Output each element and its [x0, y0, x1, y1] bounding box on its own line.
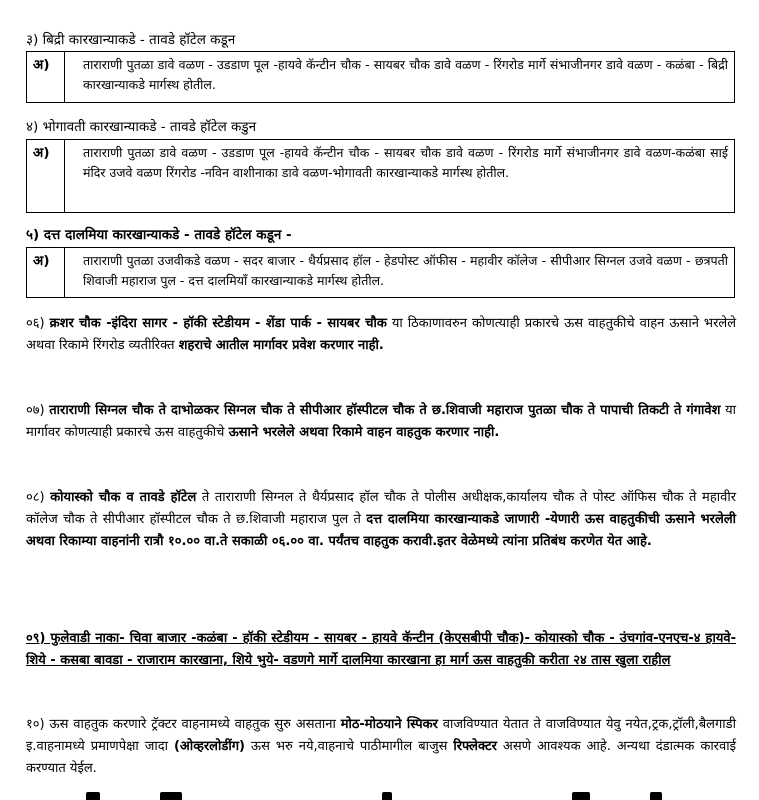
para10-bold-speaker: मोठ-मोठयाने स्पिकर: [340, 717, 438, 732]
para10-text4: असणे आवश्यक आहे. अन्यथा दंडात्मक कारवाई करण्यात येईल.: [26, 739, 736, 776]
para06-number: ०६): [26, 316, 45, 331]
paragraph-06: [26, 313, 736, 357]
para08-bold-restriction: दत्त दालमिया कारखान्याकडे जाणारी -येणारी ऊस वाहतुकीची ऊसाने भरलेली अथवा रिकाम्या वाहनांनी रात्रौ १०.०० वा.ते सकाळी ०६.०० वा. पर्यंतच वाहतुक करावी.इतर वेळेमध्ये त्यांना प्रतिबंध करणेत येत आहे.: [26, 512, 736, 549]
para07-bold-route: ताराराणी सिग्नल चौक ते दाभोळकर सिग्नल चौक ते सीपीआर हॉस्पीटल चौक ते छ.शिवाजी महाराज पुतळा चौक ते पापाची तिकटी ते गंगावेश: [49, 403, 721, 418]
paragraph-09: [26, 628, 736, 672]
section3-route-text: ताराराणी पुतळा डावे वळण - उडडाण पूल -हायवे कॅन्टीन चौक - सायबर चौक डावे वळण - रिंगरोड मार्गे संभाजीनगर डावे वळण - कळंबा - बिद्री कारखान्याकडे मार्गस्थ होतील.: [83, 57, 728, 92]
section5-route-box: [26, 247, 735, 298]
para07-bold-restriction: ऊसाने भरलेले अथवा रिकामे वाहन वाहतुक करणार नाही.: [228, 425, 500, 440]
section3-heading: ३) बिद्री कारखान्याकडे - तावडे हॉटेल कडून: [26, 32, 236, 48]
para06-bold-route: क्रशर चौक -इंदिरा सागर - हॉकी स्टेडीयम - शेंडा पार्क - सायबर चौक: [49, 316, 387, 331]
para07-text: या मार्गावर कोणत्याही प्रकारचे ऊस वाहतुकीचे: [26, 403, 736, 440]
para08-number: ०८): [26, 490, 45, 505]
section3-route-box: [26, 51, 735, 103]
paragraph-08: [26, 487, 736, 553]
para10-text2: वाजविण्यात येतात ते वाजविण्यात येवु नयेत,ट्रक,ट्रॉली,बैलगाडी इ.वाहनामध्ये प्रमाणपेक्षा जादा: [26, 717, 736, 754]
para07-number: ०७): [26, 403, 45, 418]
para06-text: या ठिकाणावरुन कोणत्याही प्रकारचे ऊस वाहतुकीचे वाहन ऊसाने भरलेले अथवा रिकामे रिंगरोड व्यतीरिक्त: [26, 316, 737, 353]
section4-route-box: [26, 139, 735, 213]
para10-text1: ऊस वाहतुक करणारे ट्रॅक्टर वाहनामध्ये वाहतुक सुरु असताना: [44, 717, 341, 732]
paragraph-07: [26, 400, 736, 444]
section4-heading: ४) भोगावती कारखान्याकडे - तावडे हॉटेल कडुन: [26, 119, 257, 135]
section5-route-text: ताराराणी पुतळा उजवीकडे वळण - सदर बाजार - धैर्यप्रसाद हॉल - हेडपोस्ट ऑफीस - महावीर कॉलेज - सीपीआर सिग्नल उजवे वळण - छत्रपती शिवाजी महाराज पुल - दत्त दालमियाँ कारखान्याकडे मार्गस्थ होतील.: [83, 253, 728, 288]
para10-bold-overloading: (ओव्हरलोडींग): [173, 739, 245, 754]
para08-bold-route: कोयास्को चौक व तावडे हॉटेल: [50, 490, 197, 505]
para06-bold-restriction: शहराचे आतील मार्गावर प्रवेश करणार नाही.: [178, 338, 384, 353]
section4-route-text: ताराराणी पुतळा डावे वळण - उडडाण पूल -हायवे कॅन्टीन चौक - सायबर चौक डावे वळण - रिंगरोड मार्गे संभाजीनगर डावे वळण-कळंबा साई मंदिर उजवे वळण रिंगरोड -नविन वाशीनाका डावे वळण-भोगावती कारखान्याकडे मार्गस्थ होतील.: [83, 145, 728, 180]
paragraph-10: [26, 714, 736, 780]
para10-number: १०): [26, 717, 45, 732]
cut-off-text-line: [26, 792, 736, 800]
section5-route-label: अ): [27, 248, 65, 297]
section4-route-label: अ): [27, 140, 65, 212]
para10-bold-reflector: रिफ्लेक्टर: [453, 739, 497, 754]
para10-text3: ऊस भरु नये,वाहनाचे पाठीमागील बाजुस: [244, 739, 454, 754]
section5-heading: ५) दत्त दालमिया कारखान्याकडे - तावडे हॉटेल कडून -: [26, 227, 292, 243]
para08-text: ते ताराराणी सिग्नल ते धैर्यप्रसाद हॉल चौक ते पोलीस अधीक्षक,कार्यालय चौक ते पोस्ट ऑफिस चौक ते महावीर कॉलेज चौक ते सीपीआर हॉस्पीटल चौक ते छ.शिवाजी महाराज पुल ते: [26, 490, 737, 527]
para09-text: ०९) फुलेवाडी नाका- चिवा बाजार -कळंबा - हॉकी स्टेडीयम - सायबर - हायवे कॅन्टीन (केएसबीपी चौक)- कोयास्को चौक - उंचगांव-एनएच-४ हायवे-शिये - कसबा बावडा - राजाराम कारखाना, शिये भुये- वडणगे मार्गे दालमिया कारखाना हा मार्ग ऊस वाहतुकी करीता २४ तास खुला राहील: [26, 631, 736, 668]
section3-route-label: अ): [27, 52, 65, 102]
